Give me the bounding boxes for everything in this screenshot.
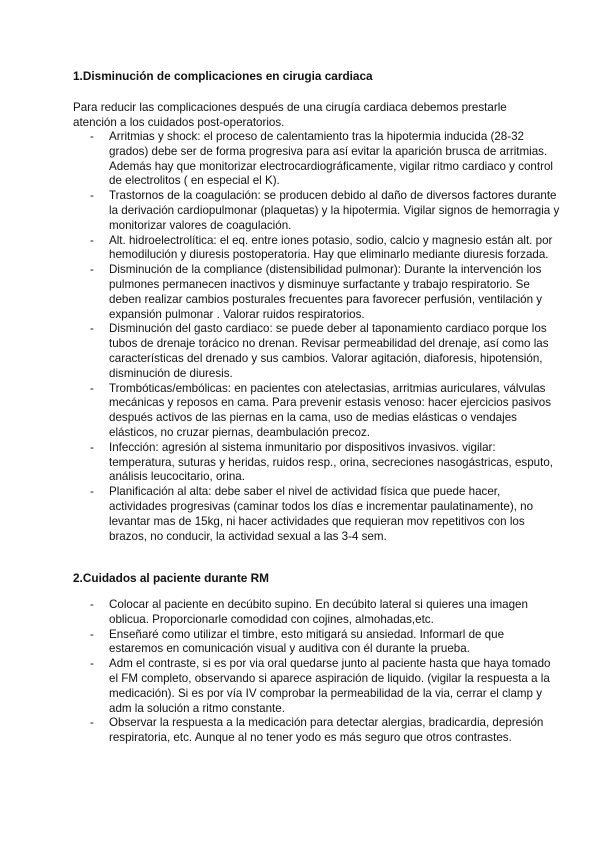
bullet-dash: - (90, 381, 94, 395)
list-item (90, 485, 560, 544)
section1-title: 1.Disminución de complicaciones en cirugia cardiaca (73, 69, 373, 83)
list-item-text: Arritmias y shock: el proceso de calentamiento tras la hipotermia inducida (28-32 grados) debe ser de forma progresiva para así evitar la aparición brusca de arritmias. Además hay que monitorizar electrocardiográficamente, vigilar ritmo cardiaco y control de electrolitos ( en especial el K). (109, 130, 553, 188)
list-item-text: Alt. hidroelectrolítica: el eq. entre iones potasio, sodio, calcio y magnesio están alt. por hemodilución y diuresis postoperatoria. Hay que eliminarlo mediante diuresis forzada. (109, 233, 553, 262)
list-item (90, 598, 560, 628)
list-item-text: Trombóticas/embólicas: en pacientes con atelectasias, arritmias auriculares, válvulas mecánicas y reposos en cama. Para prevenir estasis venoso: hacer ejercicios pasivos después activos de las piernas en la cama, uso de medias elásticas o vendajes elásticos, no cruzar piernas, deambulación precoz. (109, 381, 552, 439)
bullet-dash: - (90, 598, 94, 611)
list-item (90, 234, 560, 264)
list-item-text: Disminución de la compliance (distensibilidad pulmonar): Durante la intervención los pulmones permanecen inactivos y disminuye surfactante y trabajo respiratorio. Se deben realizar cambios posturales frecuentes para favorecer perfusión, ventilación y expansión pulmonar . Valorar ruidos respiratorios. (109, 263, 543, 321)
list-item (90, 189, 560, 233)
list-item-text: Planificación al alta: debe saber el nivel de actividad física que puede hacer, actividades progresivas (caminar todos los días e incrementar paulatinamente), no levantar mas de 15kg, ni hacer actividades que requieran mov repetitivos con los brazos, no conducir, la actividad sexual a las 3-4 sem. (109, 485, 534, 543)
bullet-dash: - (90, 263, 94, 277)
bullet-dash: - (90, 233, 94, 247)
list-item-text: Enseñaré como utilizar el timbre, esto mitigará su ansiedad. Informarl de que estaremos en comunicación visual y auditiva con él durante la prueba. (109, 627, 505, 656)
list-item (90, 441, 560, 485)
bullet-dash: - (90, 322, 94, 336)
bullet-dash: - (90, 627, 94, 641)
list-item (90, 130, 560, 189)
list-item-text: Trastornos de la coagulación: se producen debido al daño de diversos factores durante la derivación cardiopulmonar (plaquetas) y la hipotermia. Vigilar signos de hemorragia y monitorizar valores de coagulación. (109, 189, 560, 232)
list-item-text: Infección: agresión al sistema inmunitario por dispositivos invasivos. vigilar: temperatura, suturas y heridas, ruidos resp., orina, secreciones nasogástricas, esputo, análisis leucocitario, orina. (109, 440, 554, 484)
section1-list (90, 130, 560, 544)
list-item-text: Adm el contraste, si es por via oral quedarse junto al paciente hasta que haya tomado el FM completo, observando si aparece aspiración de liquido. (vigilar la respuesta a la medicación). Si es por vía IV comprobar la permeabilidad de la via, cerrar el clamp y adm la solución a ritmo constante. (109, 657, 551, 715)
list-item (90, 657, 560, 716)
bullet-dash: - (90, 189, 94, 203)
list-item (90, 263, 560, 322)
list-item-text: Disminución del gasto cardiaco: se puede deber al taponamiento cardiaco porque los tubos de drenaje torácico no drenan. Revisar permeabilidad del drenaje, así como las características del drenado y sus cambios. Valorar agitación, diaforesis, hipotensión, disminución de diuresis. (109, 322, 549, 380)
list-item (90, 628, 560, 658)
list-item-text: Observar la respuesta a la medicación para detectar alergias, bradicardia, depresión respiratoria, etc. Aunque al no tener yodo es más seguro que otros contrastes. (109, 716, 544, 745)
section1-intro: Para reducir las complicaciones después de una cirugía cardiaca debemos prestarle atención a los cuidados post-operatorios. (73, 101, 507, 129)
section2-list (90, 598, 560, 746)
list-item (90, 382, 560, 441)
list-item (90, 322, 560, 381)
section2-title: 2.Cuidados al paciente durante RM (73, 571, 269, 585)
list-item (90, 716, 560, 746)
bullet-dash: - (90, 130, 94, 143)
list-item-text: Colocar al paciente en decúbito supino. En decúbito lateral si quieres una imagen oblicua. Proporcionarle comodidad con cojines, almohadas,etc. (109, 598, 528, 626)
bullet-dash: - (90, 716, 94, 730)
bullet-dash: - (90, 485, 94, 499)
bullet-dash: - (90, 440, 94, 454)
bullet-dash: - (90, 657, 94, 671)
